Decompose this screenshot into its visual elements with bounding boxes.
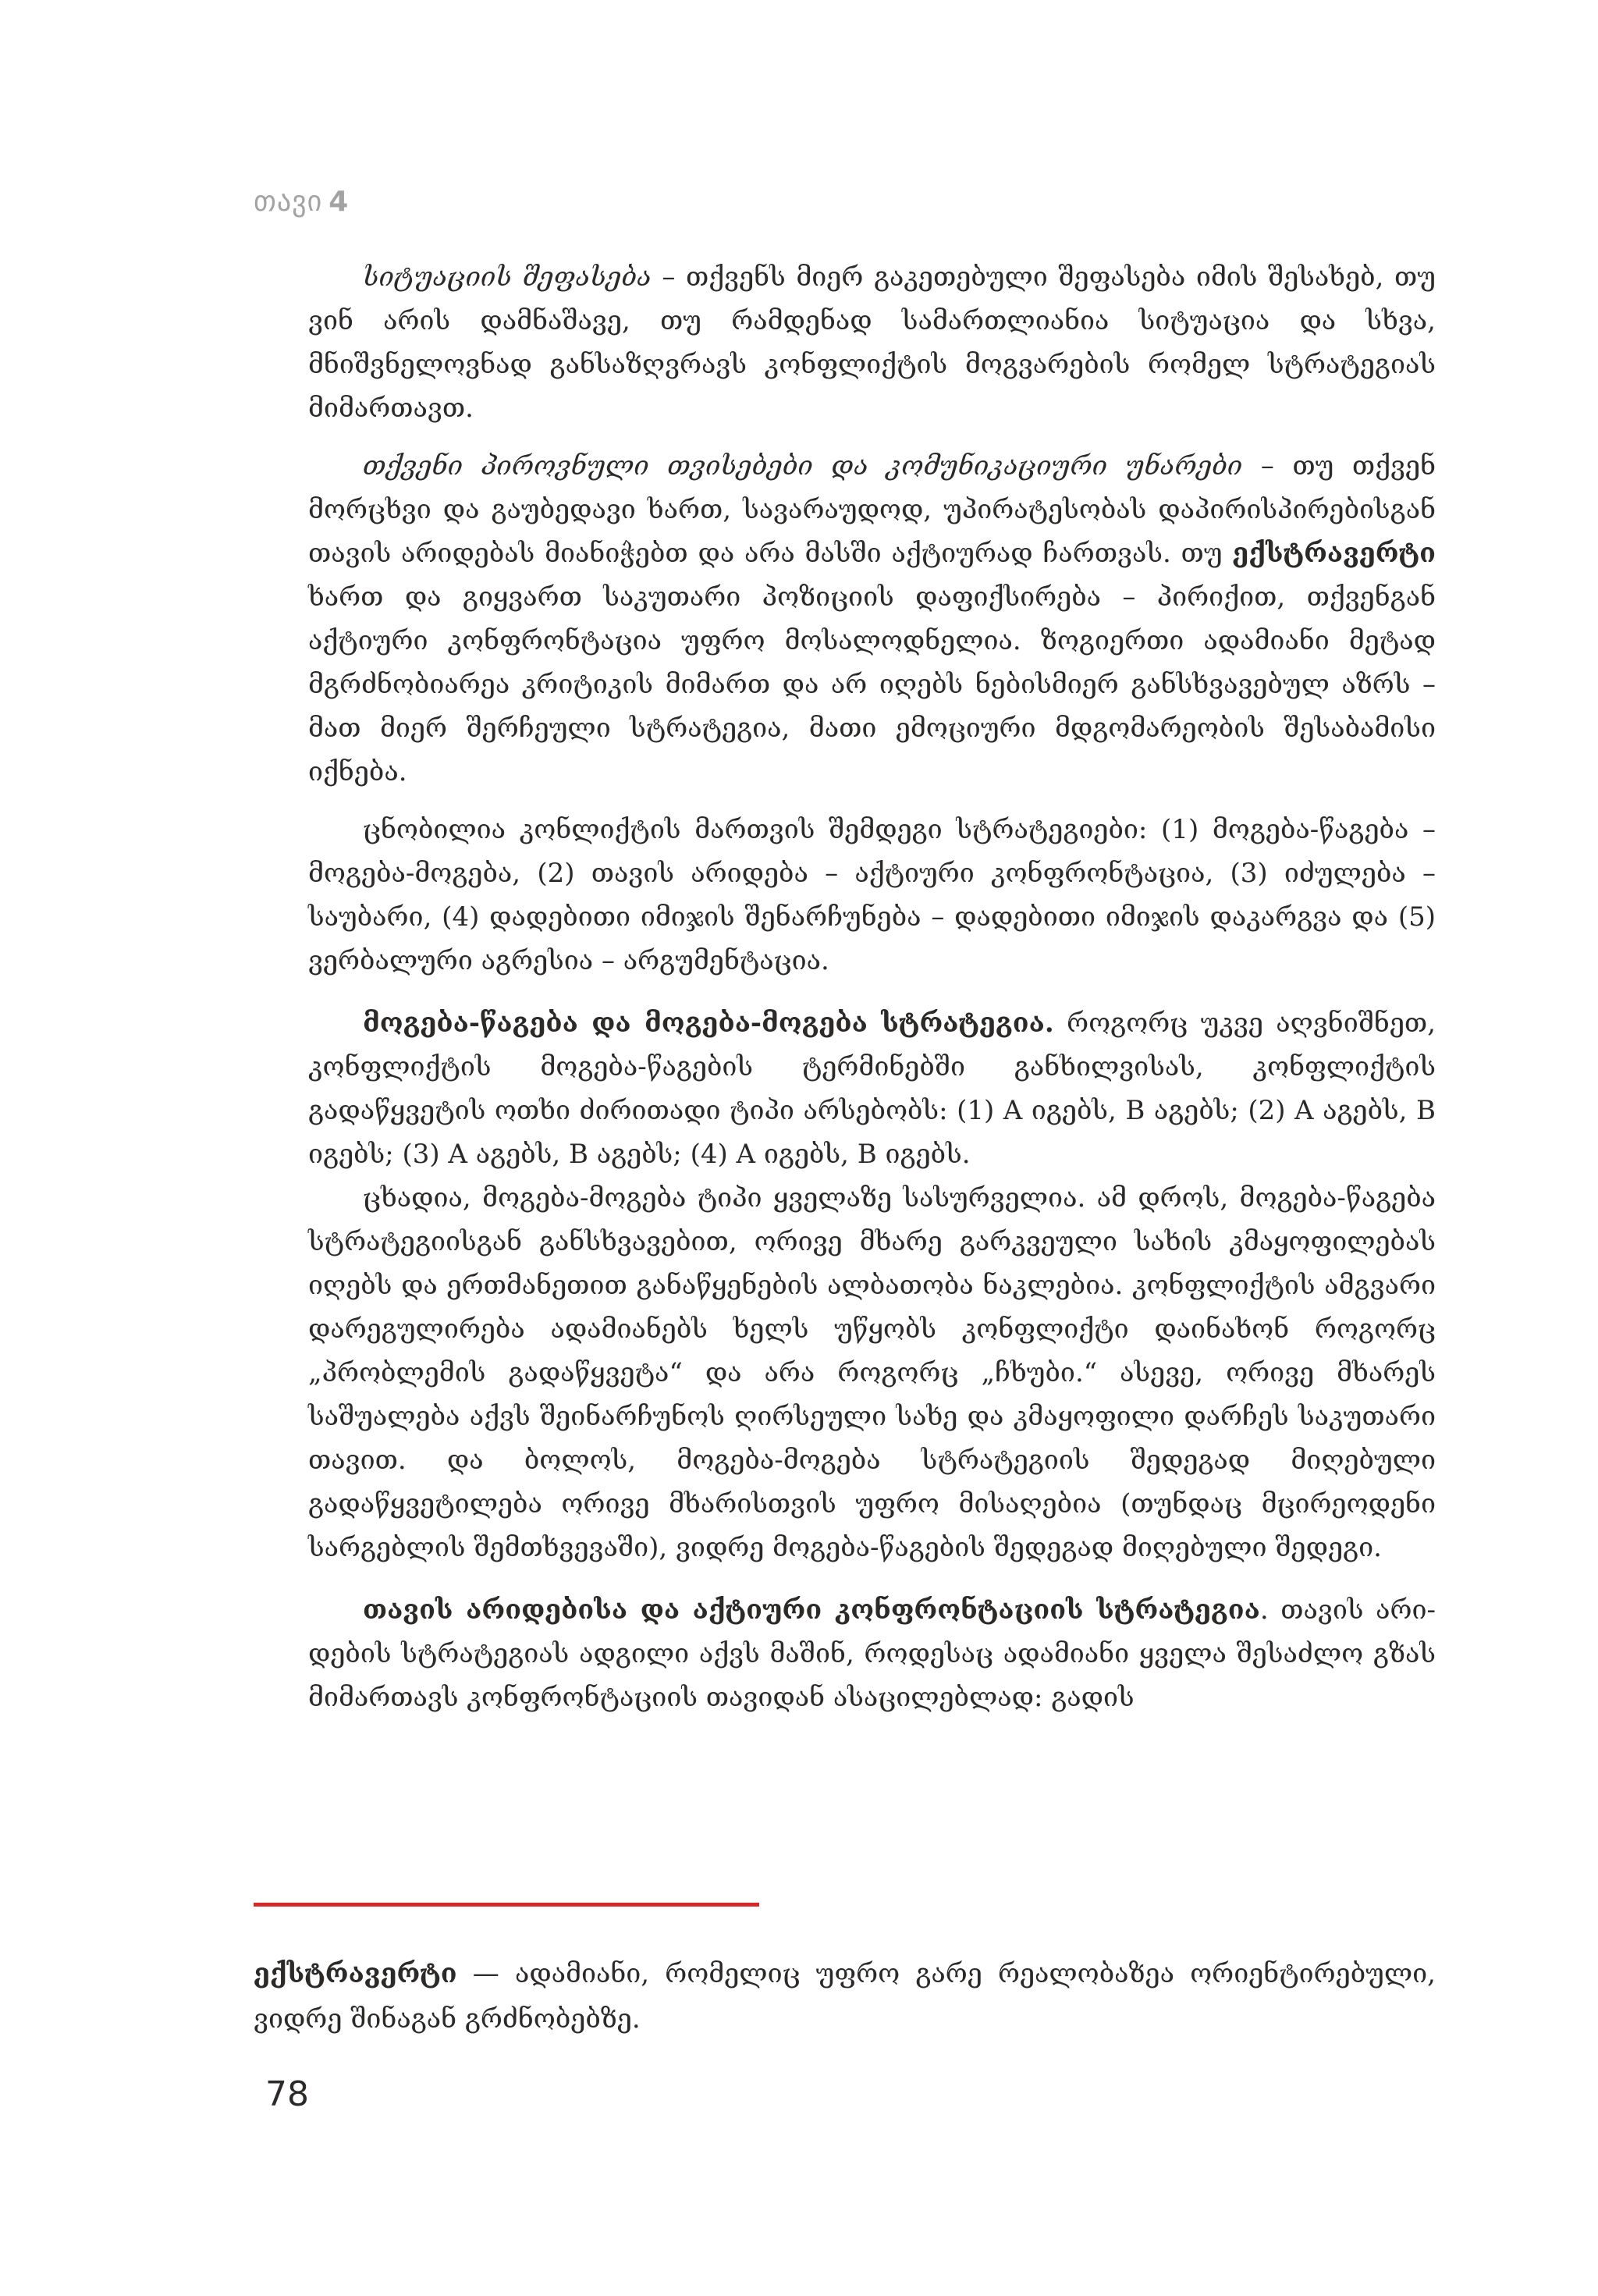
footnote-text: — ადამიანი, რომელიც უფრო გარე რეალობაზეა ორიენტირებული, ვიდრე შინაგან გრძნობებზე. (254, 1958, 1436, 2035)
paragraph-text: – თუ თქვენ მორცხვი და გაუბედავი ხართ, სავარაუდოდ, უპირატესობას დაპირისპირებისგან თავის არიდებას მიანიჭებთ და არა მასში აქტიურად ჩართვას. თუ (308, 450, 1436, 569)
paragraph-win-win (308, 1176, 1436, 1569)
paragraph-text: როგორც უკვე აღვნიშნეთ, კონფლიქტის მოგება-წაგების ტერმინებში განხილვისას, კონფლიქტის გადაწყვეტის ოთხი ძირითადი ტიპი არსებობს: (1) A იგებს, B აგებს; (2) A აგებს, B იგებს; (3) A აგებს, B აგებს; (4) A იგებს, B იგებს. (308, 1008, 1436, 1170)
paragraph-text: ცნობილია კონლიქტის მართვის შემდეგი სტრატეგიები: (1) მოგება-წაგება – მოგება-მოგება, (2) თავის არიდება – აქტიური კონფრონტაცია, (3) იძულება – საუბარი, (4) დადებითი იმიჯის შენარჩუნება – დადებითი იმიჯის დაკარგვა და (5) ვერბალური აგრესია – არგუმენტაცია. (308, 814, 1436, 976)
paragraph-text: ხართ და გიყვართ საკუთარი პოზიციის დაფიქსირება – პირიქით, თქვენგან აქტიური კონფრონტაცია უფრო მოსალოდნელია. ზოგიერთი ადამიანი მეტად მგრძნობიარეა კრიტიკის მიმართ და არ იღებს ნებისმიერ განსხვავებულ აზრს – მათ მიერ შერჩეული სტრატეგია, მათი ემოციური მდგომარეობის შესაბამისი იქნება. (308, 581, 1436, 787)
chapter-label: თავი (254, 186, 323, 218)
paragraph-avoidance (308, 1588, 1436, 1719)
page-number: 78 (265, 2074, 309, 2114)
term-extravert: ექსტრავერტი (1232, 538, 1436, 569)
chapter-header (254, 186, 349, 218)
footnote-term: ექსტრავერტი (254, 1958, 457, 1989)
paragraph-text: . თავის არიდების სტრატეგიას ადგილი აქვს მაშინ, როდესაც ადამიანი ყველა შესაძლო გზას მიმართავს კონფრონტაციის თავიდან ასაცილებლად: გადის (308, 1594, 1436, 1713)
footnote (254, 1951, 1436, 2042)
paragraph-text: ცხადია, მოგება-მოგება ტიპი ყველაზე სასურველია. ამ დროს, მოგება-წაგება სტრატეგიისგან განსხვავებით, ორივე მხარე გარკვეული სახის კმაყოფილებას იღებს და ერთმანეთით განაწყენების ალბათობა ნაკლებია. კონფლიქტის ამგვარი დარეგულირება ადამიანებს ხელს უწყობს კონფლიქტი დაინახონ როგორც „პრობლემის გადაწყვეტა“ და არა როგორც „ჩხუბი.“ ასევე, ორივე მხარეს საშუალება აქვს შეინარჩუნოს ღირსეული სახე და კმაყოფილი დარჩეს საკუთარი თავით. და ბოლოს, მოგება-მოგება სტრატეგიის შედეგად მიღებული გადაწყვეტილება ორივე მხარისთვის უფრო მისაღებია (თუნდაც მცირეოდენი სარგებლის შემთხვევაში), ვიდრე მოგება-წაგების შედეგად მიღებული შედეგი. (308, 1182, 1436, 1563)
main-text (308, 255, 1436, 1719)
section-heading-win-lose: მოგება-წაგება და მოგება-მოგება სტრატეგია. (363, 1008, 1054, 1039)
section-heading-avoidance: თავის არიდებისა და აქტიური კონფრონტაციის სტრატეგია (363, 1594, 1260, 1626)
paragraph-strategies-list (308, 808, 1436, 983)
paragraph-situation-assessment (308, 255, 1436, 430)
paragraph-text: – თქვენს მიერ გაკეთებული შეფასება იმის შესახებ, თუ ვინ არის დამნაშავე, თუ რამდენად სამართლიანია სიტუაცია და სხვა, მნიშვნელოვნად განსაზღვრავს კონფლიქტის მოგვარების რომელ სტრატეგიას მიმართავთ. (308, 261, 1436, 424)
paragraph-win-lose (308, 1001, 1436, 1176)
chapter-number: 4 (328, 186, 350, 218)
paragraph-personal-traits (308, 444, 1436, 794)
term-personal-traits: თქვენი პიროვნული თვისებები და კომუნიკაციური უნარები (363, 450, 1243, 482)
term-situation-assessment: სიტუაციის შეფასება (363, 261, 652, 293)
footnote-divider (254, 1903, 759, 1907)
